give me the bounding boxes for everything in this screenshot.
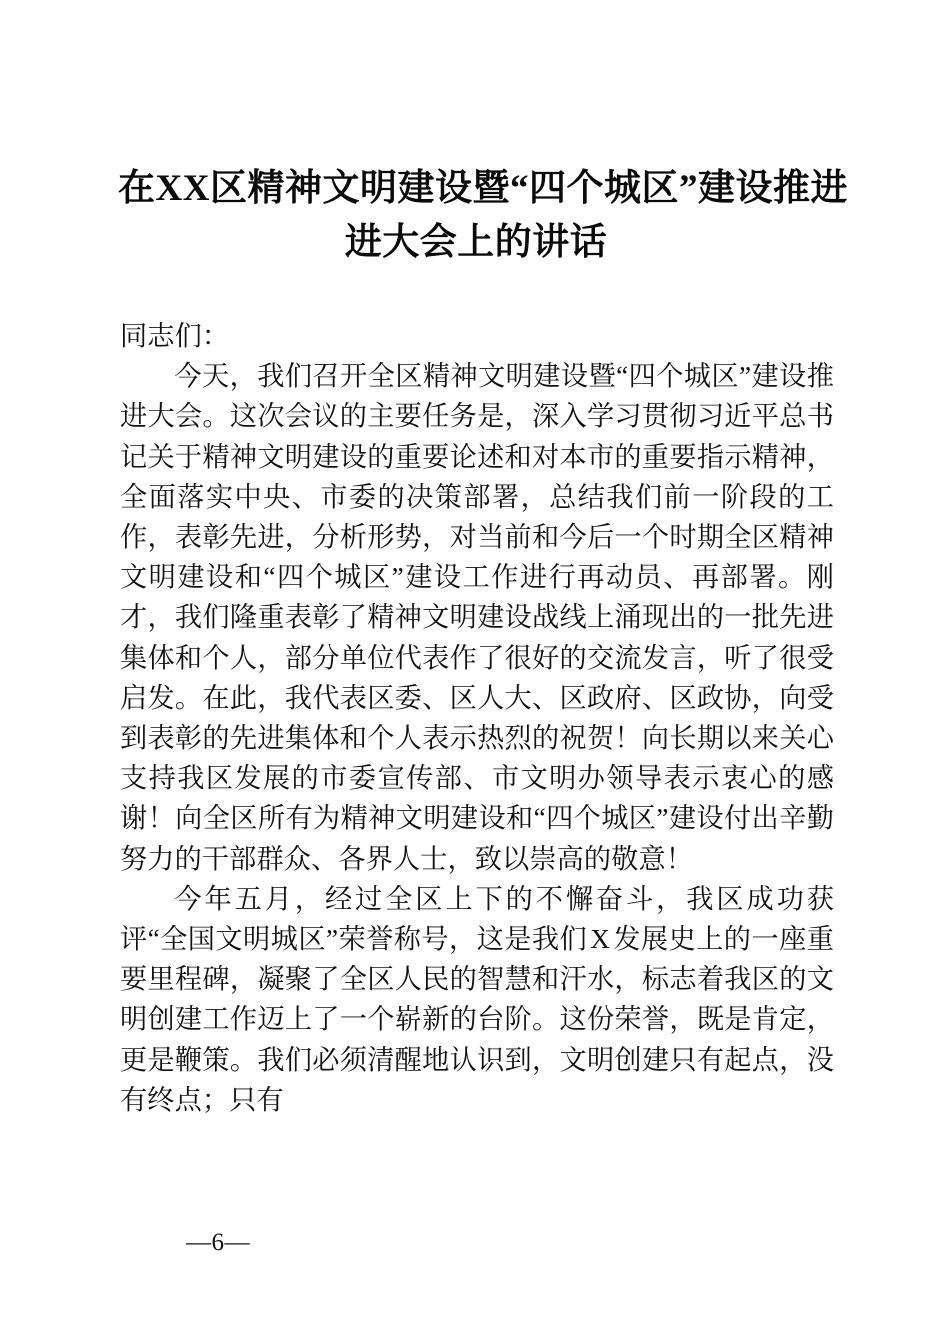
page-number: —6— [186, 1229, 250, 1256]
page-number-footer [118, 1228, 318, 1258]
page-title-line-2: 进大会上的讲话 [344, 222, 608, 263]
page-title-line-1: 在XX区精神文明建设暨“四个城区”建设推进 [118, 168, 848, 209]
page-title [118, 162, 848, 270]
body-paragraph-1: 今天，我们召开全区精神文明建设暨“四个城区”建设推进大会。这次会议的主要任务是，深入学习贯彻习近平总书记关于精神文明建设的重要论述和对本市的重要指示精神，全面落实中央、市委的决策部署，总结我们前一阶段的工作，表彰先进，分析形势，对当前和今后一个时期全区精神文明建设和“四个城区”建设工作进行再动员、再部署。刚才，我们隆重表彰了精神文明建设战线上涌现出的一批先进集体和个人，部分单位代表作了很好的交流发言，听了很受启发。在此，我代表区委、区人大、区政府、区政协，向受到表彰的先进集体和个人表示热烈的祝贺！向长期以来关心支持我区发展的市委宣传部、市文明办领导表示衷心的感谢！向全区所有为精神文明建设和“四个城区”建设付出辛勤努力的干部群众、各界人士，致以崇高的敬意！ [120, 361, 834, 874]
salutation: 同志们： [120, 321, 230, 351]
paragraph-2-segment-after: 发展史上的一座重要里程碑，凝聚了全区人民的智慧和汗水，标志着我区的文明创建工作迈上了一个崭新的台阶。这份荣誉，既是肯定，更是鞭策。我们必须清醒地认识到，文明创建只有起点，没有终点；只有 [120, 924, 834, 1115]
document-body [120, 316, 834, 1120]
paragraph-2-latin-token: X [590, 924, 610, 955]
paragraph-2-segment-before: 今年五月，经过全区上下的不懈奋斗，我区成功获评“全国文明城区”荣誉称号，这是我们 [120, 883, 834, 955]
body-paragraph-2 [120, 879, 834, 1120]
